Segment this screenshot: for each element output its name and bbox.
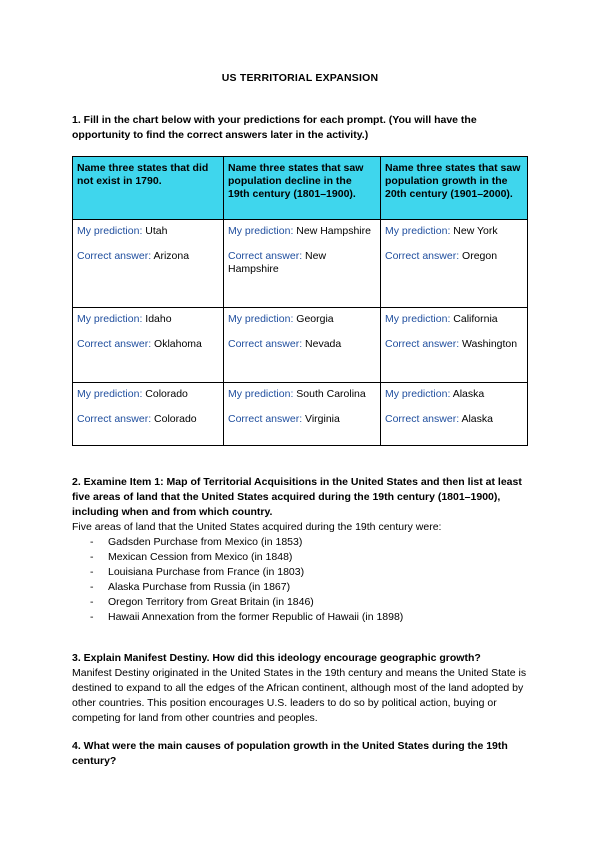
prediction-label: My prediction: [228,313,294,325]
correct-value: Arizona [153,250,190,262]
prediction-value: Georgia [296,313,334,325]
correct-label: Correct answer: [228,413,303,425]
correct-value: Oklahoma [154,338,202,350]
table-cell [381,308,528,383]
correct-label: Correct answer: [77,338,152,350]
prediction-label: My prediction: [228,225,294,237]
prediction-value: Utah [145,225,168,237]
chart-header: Name three states that saw population growth in the 20th century (1901–2000). [381,157,528,220]
table-row [73,308,528,383]
prediction-label: My prediction: [228,388,294,400]
question-3: 3. Explain Manifest Destiny. How did this ideology encourage geographic growth? [72,652,481,664]
table-row [73,220,528,308]
acquisitions-list [72,535,532,625]
correct-label: Correct answer: [228,338,303,350]
chart-header: Name three states that saw population decline in the 19th century (1801–1900). [224,157,381,220]
correct-value: Colorado [154,413,197,425]
table-row [73,383,528,446]
list-item: - Alaska Purchase from Russia (in 1867) [72,580,532,595]
table-cell [381,220,528,308]
prediction-label: My prediction: [77,225,143,237]
prediction-value: California [453,313,498,325]
prediction-value: Colorado [145,388,188,400]
list-item: - Hawaii Annexation from the former Republic of Hawaii (in 1898) [72,610,532,625]
table-cell [73,308,224,383]
prediction-label: My prediction: [385,225,451,237]
list-item: - Louisiana Purchase from France (in 1803) [72,565,532,580]
correct-value: Washington [462,338,518,350]
list-item: - Gadsden Purchase from Mexico (in 1853) [72,535,532,550]
correct-value: New Hampshire [228,250,327,275]
list-item: - Oregon Territory from Great Britain (in 1846) [72,595,532,610]
prediction-value: South Carolina [296,388,366,400]
correct-value: Virginia [305,413,340,425]
table-cell [224,308,381,383]
answer-3: Manifest Destiny originated in the United States in the 19th century and means the United State is destined to expand to all the edges of the African continent, although most of the land adopted by other countries. This position encourages U.S. leaders to do so by political action, buying or competing for land from other countries and peoples. [72,667,527,724]
correct-label: Correct answer: [385,413,460,425]
correct-value: Nevada [305,338,342,350]
answer-2-intro: Five areas of land that the United States acquired during the 19th century were: [72,521,442,533]
correct-label: Correct answer: [77,413,152,425]
question-2: 2. Examine Item 1: Map of Territorial Acquisitions in the United States and then list at least five areas of land that the United States acquired during the 19th century (1801–1900), including when and from which country. [72,476,522,518]
table-cell [73,220,224,308]
table-cell [381,383,528,446]
question-4: 4. What were the main causes of population growth in the United States during the 19th century? [72,740,508,767]
prediction-label: My prediction: [77,313,143,325]
chart-header-row [73,157,528,220]
prediction-value: New Hampshire [296,225,371,237]
correct-label: Correct answer: [77,250,152,262]
correct-value: Alaska [461,413,493,425]
correct-label: Correct answer: [385,250,460,262]
prediction-label: My prediction: [385,388,451,400]
table-cell [224,220,381,308]
chart-header: Name three states that did not exist in 1790. [73,157,224,220]
table-cell [73,383,224,446]
correct-label: Correct answer: [385,338,460,350]
question-1: 1. Fill in the chart below with your predictions for each prompt. (You will have the opportunity to find the correct answers later in the activity.) [72,114,477,141]
answer-2 [72,520,532,625]
prediction-label: My prediction: [385,313,451,325]
prediction-value: New York [453,225,498,237]
prediction-label: My prediction: [77,388,143,400]
correct-value: Oregon [462,250,498,262]
prediction-value: Idaho [145,313,172,325]
prediction-value: Alaska [452,388,485,400]
page-title: US TERRITORIAL EXPANSION [221,72,379,84]
correct-label: Correct answer: [228,250,303,262]
prediction-chart [72,156,528,446]
table-cell [224,383,381,446]
list-item: - Mexican Cession from Mexico (in 1848) [72,550,532,565]
